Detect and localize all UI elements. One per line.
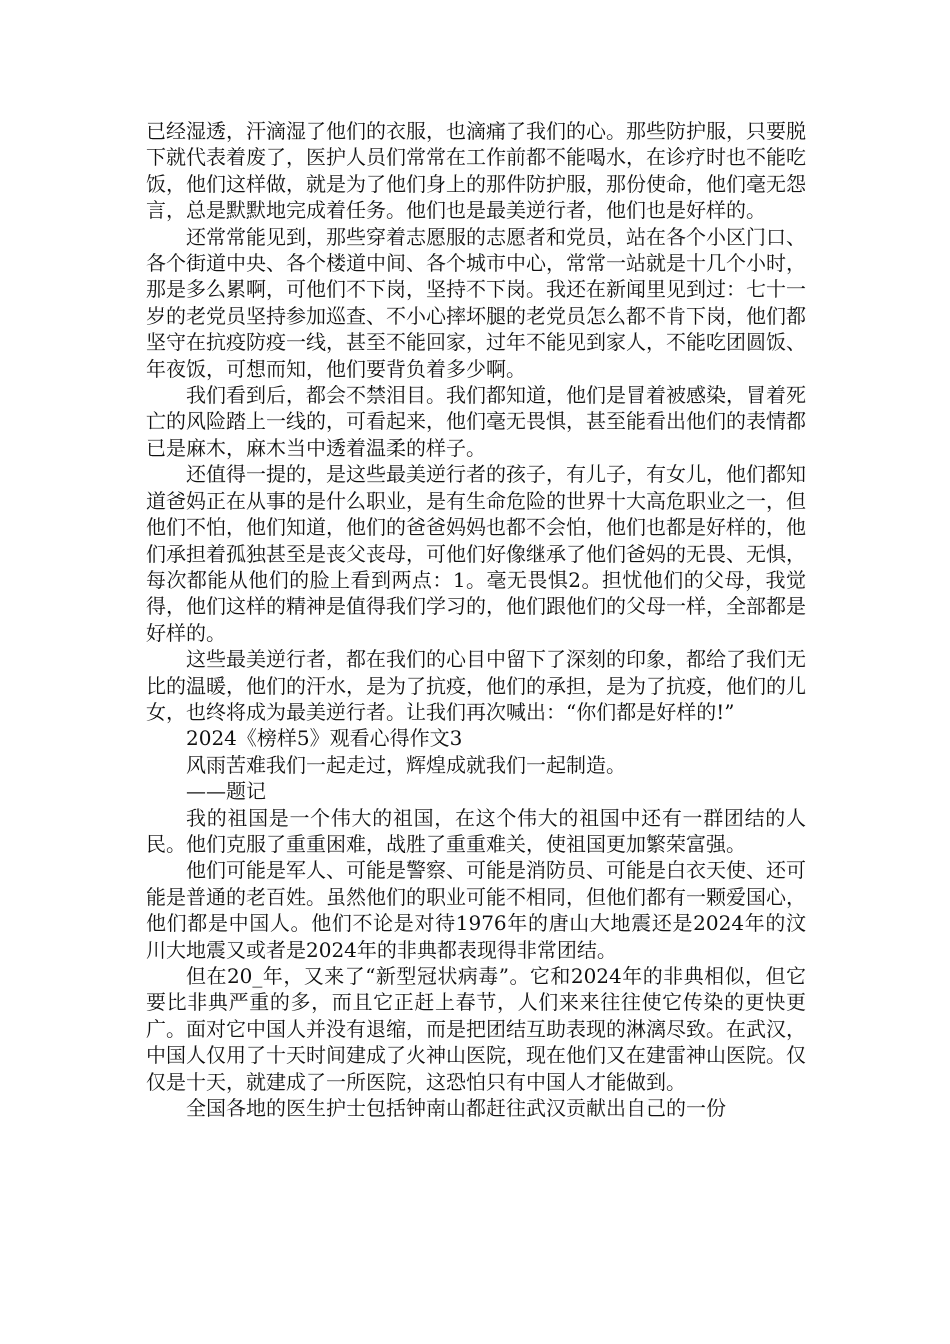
paragraph-tears: 我们看到后，都会不禁泪目。我们都知道，他们是冒着被感染，冒着死亡的风险踏上一线的，可看起来，他们毫无畏惧，甚至能看出他们的表情都已是麻木，麻木当中透着温柔的样子。: [146, 383, 806, 460]
paragraph-volunteers: 还常常能见到，那些穿着志愿服的志愿者和党员，站在各个小区门口、各个街道中央、各个楼道中间、各个城市中心，常常一站就是十几个小时，那是多么累啊，可他们不下岗，坚持不下岗。我还在新闻里见到过：七十一岁的老党员坚持参加巡查、不小心摔坏腿的老党员怎么都不肯下岗，他们都坚守在抗疫防疫一线，甚至不能回家，过年不能见到家人，不能吃团圆饭、年夜饭，可想而知，他们要背负着多少啊。: [146, 224, 806, 381]
epigraph: 风雨苦难我们一起走过，辉煌成就我们一起制造。: [186, 752, 626, 777]
epigraph-attribution: ——题记: [186, 779, 266, 804]
paragraph-coronavirus: 但在20_年，又来了“新型冠状病毒”。它和2024年的非典相似，但它要比非典严重的多，而且它正赶上春节，人们来来往往使它传染的更快更广。面对它中国人并没有退缩，而是把团结互助表现的淋漓尽致。在武汉，中国人仅用了十天时间建成了火神山医院，现在他们又在建雷神山医院。仅仅是十天，就建成了一所医院，这恐怕只有中国人才能做到。: [146, 964, 806, 1094]
paragraph-motherland: 我的祖国是一个伟大的祖国，在这个伟大的祖国中还有一群团结的人民。他们克服了重重困难，战胜了重重难关，使祖国更加繁荣富强。: [146, 805, 806, 856]
essay-title: 2024《榜样5》观看心得作文3: [186, 726, 463, 751]
paragraph-doctors: 全国各地的医生护士包括钟南山都赶往武汉贡献出自己的一份: [186, 1096, 726, 1121]
paragraph-impression: 这些最美逆行者，都在我们的心目中留下了深刻的印象，都给了我们无比的温暖，他们的汗水，是为了抗疫，他们的承担，是为了抗疫，他们的儿女，也终将成为最美逆行者。让我们再次喊出：“你们都是好样的!”: [146, 647, 806, 724]
paragraph-continuation: 已经湿透，汗滴湿了他们的衣服，也滴痛了我们的心。那些防护服，只要脱下就代表着废了，医护人员们常常在工作前都不能喝水，在诊疗时也不能吃饭，他们这样做，就是为了他们身上的那件防护服，那份使命，他们毫无怨言，总是默默地完成着任务。他们也是最美逆行者，他们也是好样的。: [146, 119, 806, 223]
paragraph-professions: 他们可能是军人、可能是警察、可能是消防员、可能是白衣天使、还可能是普通的老百姓。虽然他们的职业可能不相同，但他们都有一颗爱国心，他们都是中国人。他们不论是对待1976年的唐山大地震还是2024年的汶川大地震又或者是2024年的非典都表现得非常团结。: [146, 858, 806, 962]
document-page: [146, 118, 806, 1121]
paragraph-children: 还值得一提的，是这些最美逆行者的孩子，有儿子，有女儿，他们都知道爸妈正在从事的是什么职业，是有生命危险的世界十大高危职业之一，但他们不怕，他们知道，他们的爸爸妈妈也都不会怕，他们也都是好样的，他们承担着孤独甚至是丧父丧母，可他们好像继承了他们爸妈的无畏、无惧，每次都能从他们的脸上看到两点：1。毫无畏惧2。担忧他们的父母，我觉得，他们这样的精神是值得我们学习的，他们跟他们的父母一样，全部都是好样的。: [146, 462, 806, 645]
